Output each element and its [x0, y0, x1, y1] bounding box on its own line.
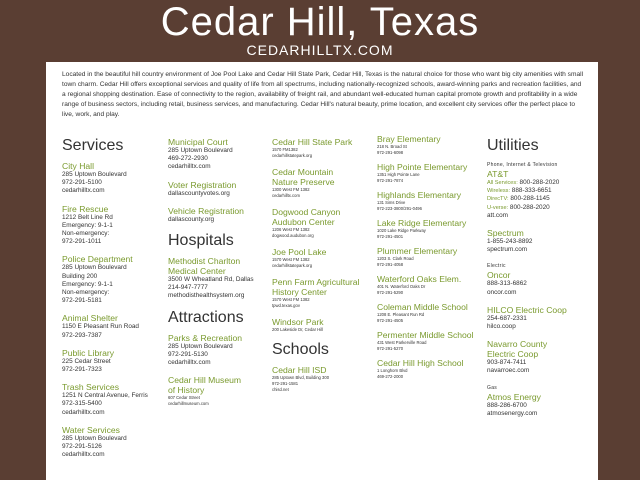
attraction-name: Joe Pool Lake	[272, 247, 327, 257]
utility-line	[487, 187, 591, 195]
attraction-details: 1570 West FM 1382 cedarhillstatepark.org	[272, 257, 313, 268]
school-details: 431 West Parkerville Road 972-291-5270	[377, 340, 427, 351]
civic-name: Voter Registration	[168, 179, 237, 190]
utilities-heading: Utilities	[487, 137, 539, 154]
service-entry	[62, 161, 172, 196]
utility-details: 888-286-6700 atmosenergy.com	[487, 401, 538, 417]
attraction-entry	[272, 167, 382, 199]
attraction-entry	[272, 207, 382, 239]
utility-details: 903-874-7411 navarroec.com	[487, 359, 530, 375]
service-details: 285 Uptown Boulevard 972-291-5126 cedarhilltx.com	[62, 434, 127, 459]
service-details: 1251 N Central Avenue, Ferris 972-315-5400 cedarhilltx.com	[62, 392, 148, 416]
service-entry	[62, 313, 172, 339]
utilities-column	[487, 137, 591, 426]
attraction-entry	[272, 137, 382, 159]
utility-name: Oncor	[487, 270, 511, 281]
school-details: 218 N. Broad St 972-291-6098	[377, 144, 407, 155]
school-entry	[377, 134, 489, 156]
service-details: 1150 E Pleasant Run Road 972-293-7387	[62, 323, 139, 339]
school-name: Plummer Elementary	[377, 246, 458, 256]
utility-line-label: U-verse:	[487, 204, 509, 211]
utility-line-label: DirecTV:	[487, 196, 509, 203]
service-details: 285 Uptown Boulevard Building 200 Emergency: 9-1-1 Non-emergency: 972-291-5181	[62, 264, 127, 305]
school-name: Cedar Hill High School	[377, 358, 464, 368]
schools-heading: Schools	[272, 341, 329, 358]
school-name: Cedar Hill ISD	[272, 365, 327, 375]
civic-entry	[168, 206, 280, 224]
school-name: Bray Elementary	[377, 134, 441, 144]
utility-line	[487, 179, 591, 187]
school-entry	[377, 246, 489, 268]
attraction-entry	[168, 375, 280, 407]
civic-details: dallascounty.org	[168, 215, 215, 223]
school-name: Waterford Oaks Elem.	[377, 274, 462, 284]
attractions-column	[272, 137, 382, 401]
attraction-entry	[272, 247, 382, 269]
attraction-details: 1570 FM1382 cedarhillstatepark.org	[272, 147, 313, 158]
gas-label: Gas	[487, 384, 498, 391]
school-name: Coleman Middle School	[377, 302, 468, 312]
attraction-name: Cedar Hill Museum of History	[168, 375, 242, 396]
attractions-heading: Attractions	[168, 308, 244, 326]
service-name: Trash Services	[62, 382, 119, 393]
hospitals-heading: Hospitals	[168, 232, 234, 250]
school-entry	[377, 190, 489, 212]
civic-entry	[168, 180, 280, 198]
phone-internet-label: Phone, Internet & Television	[487, 162, 558, 168]
school-name: Lake Ridge Elementary	[377, 218, 467, 228]
civic-details: 285 Uptown Boulevard 469-272-2930 cedarhilltx.com	[168, 147, 233, 171]
school-name: Permenter Middle School	[377, 330, 474, 340]
school-entry	[377, 330, 489, 352]
civic-entry	[168, 137, 280, 172]
attraction-name: Cedar Mountain Nature Preserve	[272, 167, 335, 187]
utility-line-label: Wireless:	[487, 188, 510, 195]
page-header	[0, 0, 640, 62]
school-name: Highlands Elementary	[377, 190, 462, 200]
civic-column	[168, 137, 280, 415]
service-entry	[62, 348, 172, 374]
attraction-details: 1300 West FM 1382 cedarhilltx.com	[272, 187, 310, 198]
civic-name: Vehicle Registration	[168, 205, 244, 216]
utility-site: att.com	[487, 211, 508, 219]
page-title: Cedar Hill, Texas	[160, 0, 480, 44]
service-entry	[62, 382, 172, 417]
attraction-name: Cedar Hill State Park	[272, 137, 353, 147]
service-details: 225 Cedar Street 972-291-7323	[62, 357, 111, 374]
utility-name: AT&T	[487, 169, 509, 179]
utility-details: 254-687-2331 hilco.coop	[487, 314, 527, 331]
utility-line-value: 800-288-2020	[508, 203, 550, 211]
hospital-entry	[168, 256, 280, 301]
school-entry	[377, 218, 489, 240]
service-name: Animal Shelter	[62, 313, 118, 324]
utility-details: 888-313-6862 oncor.com	[487, 280, 527, 296]
school-entry	[377, 358, 489, 380]
school-details: 1020 Lake Ridge Parkway 972-291-4501	[377, 228, 426, 239]
civic-name: Municipal Court	[168, 137, 228, 147]
utility-entry	[487, 392, 591, 418]
utility-line-label: All Services:	[487, 180, 518, 186]
utility-entry	[487, 305, 591, 331]
schools-column	[377, 134, 489, 386]
utility-name: Navarro County Electric Coop	[487, 339, 548, 360]
utility-name: Spectrum	[487, 228, 524, 239]
school-name: High Pointe Elementary	[377, 162, 468, 172]
service-name: City Hall	[62, 161, 94, 171]
content-sheet	[46, 62, 598, 480]
utility-line-value: 800-288-2020	[517, 179, 560, 186]
services-heading: Services	[62, 137, 124, 154]
utility-details: 1-855-243-8892 spectrum.com	[487, 238, 533, 254]
attraction-details: 607 Cedar Street cedarhillmuseum.com	[168, 395, 209, 407]
utility-line-value: 888-333-6651	[510, 187, 552, 195]
attraction-details: 285 Uptown Boulevard 972-291-5130 cedarhilltx.com	[168, 342, 233, 367]
service-entry	[62, 204, 172, 247]
school-entry	[377, 162, 489, 184]
attraction-entry	[272, 277, 382, 309]
utility-entry	[487, 270, 591, 296]
service-name: Police Department	[62, 254, 133, 265]
service-details: 1212 Belt Line Rd Emergency: 9-1-1 Non-emergency: 972-291-1011	[62, 213, 113, 246]
utility-entry	[487, 169, 591, 220]
utility-line	[487, 195, 591, 203]
utility-line	[487, 204, 591, 212]
utility-entry	[487, 339, 591, 375]
school-entry	[272, 365, 382, 393]
intro-paragraph: Located in the beautiful hill country environment of Joe Pool Lake and Cedar Hill State Park, Cedar Hill, Texas is the natural choice for those who want big city amenities with small town charm. Cedar Hill offers exceptional services and quality of life from all spectrums, including nationally-recognized schools, award-winning parks and recreation facilities, and a regional shopping destination. Ease of connectivity to the region, availability of freight rail, and abundant well-educated human capital promote growth and profitability in a wide range of business sectors, including retail, business services, and manufacturing. Cedar Hill's natural beauty, prime location, and excellent city services offer the perfect place to live, work, and play.	[62, 71, 584, 118]
school-entry	[377, 302, 489, 324]
electric-label: Electric	[487, 263, 506, 270]
service-entry	[62, 254, 172, 305]
attraction-name: Dogwood Canyon Audubon Center	[272, 207, 341, 227]
hospital-details: 3500 W Wheatland Rd, Dallas 214-947-7777 methodisthealthsystem.org	[168, 276, 254, 300]
website-url[interactable]: CEDARHILLTX.COM	[246, 42, 394, 58]
utility-entry	[487, 228, 591, 254]
school-details: 401 N. Waterford Oaks Dr 972-291-5290	[377, 284, 426, 295]
attraction-details: 1206 West FM 1382 dogwood.audubon.org	[272, 227, 314, 238]
school-details: 1351 High Pointe Lane 972-291-7874	[377, 172, 420, 183]
service-name: Water Services	[62, 424, 120, 435]
utility-name: Atmos Energy	[487, 391, 541, 402]
services-column	[62, 137, 172, 467]
school-details: 131 Sims Drive 972-223-3800/291-0496	[377, 200, 422, 211]
attraction-details: 200 Lakeside Dr, Cedar Hill	[272, 327, 323, 332]
school-details: 1 Longhorn Blvd 469-272-2000	[377, 368, 408, 379]
school-details: 1203 S. Clark Road 972-291-4058	[377, 256, 414, 267]
attraction-entry	[272, 317, 382, 333]
attraction-name: Parks & Recreation	[168, 332, 243, 343]
utility-line-value: 800-288-1145	[508, 195, 550, 203]
attraction-name: Penn Farm Agricultural History Center	[272, 277, 360, 297]
attraction-name: Windsor Park	[272, 317, 324, 327]
school-details: 1208 E. Pleasant Run Rd 972-291-4505	[377, 312, 425, 323]
attraction-entry	[168, 333, 280, 368]
hospital-name: Methodist Charlton Medical Center	[168, 256, 241, 277]
service-name: Public Library	[62, 347, 115, 358]
civic-details: dallascountyvotes.org	[168, 189, 230, 197]
service-name: Fire Rescue	[62, 203, 109, 214]
attraction-details: 1570 West FM 1382 tpwd.texas.gov	[272, 297, 310, 308]
utility-name: HILCO Electric Coop	[487, 304, 567, 315]
service-entry	[62, 425, 172, 460]
service-details: 285 Uptown Boulevard 972-291-5100 cedarhilltx.com	[62, 171, 127, 195]
school-details: 285 Uptown Blvd, Building 300 972-291-1581 chisd.net	[272, 375, 330, 392]
school-entry	[377, 274, 489, 296]
